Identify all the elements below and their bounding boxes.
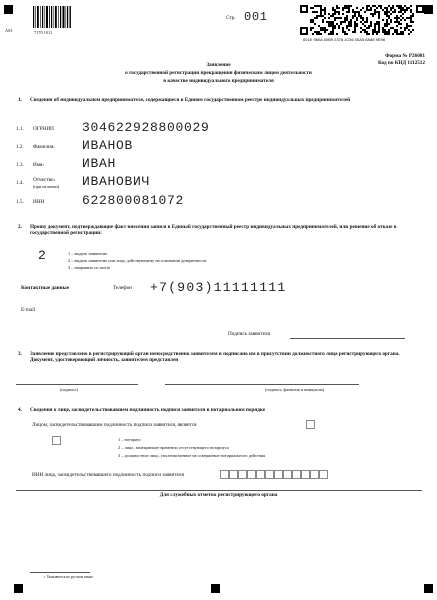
corner-marker-top-right [424, 5, 433, 14]
section2-number: 2. [18, 224, 22, 230]
delivery-option: 2 – выдать заявителю или лицу, действующему на основании доверенности [68, 258, 207, 263]
knd-code: Код по КНД 1112512 [378, 60, 425, 66]
signature-line [290, 338, 405, 339]
inn-digit-cell[interactable] [229, 470, 238, 479]
field-label-patronymic: Отчество$^1$ [33, 177, 56, 183]
caption-signature: (подпись) [60, 387, 78, 392]
field-num: 1.5. [16, 199, 24, 205]
delivery-option: 3 – направить по почте [68, 265, 110, 270]
page-number: 001 [244, 10, 268, 24]
official-signature-line [16, 384, 138, 385]
signature-label: Подпись заявителя [228, 331, 270, 337]
barcode-left [33, 6, 71, 28]
page-label: Стр. [226, 15, 236, 21]
section3-heading: Заявление представлено в регистрирующий орган непосредственно заявителем и подписано им в присутствии должностного лица регистрирующего органа. Документ, удостоверяющий личность, заявителем представлен [30, 351, 400, 363]
patronymic-value: ИВАНОВИЧ [82, 174, 151, 189]
inn-digit-cell[interactable] [238, 470, 247, 479]
barcode-left-number: 7170 1011 [34, 30, 53, 35]
corner-marker-bottom-left [14, 584, 23, 593]
inn-digit-cell[interactable] [301, 470, 310, 479]
phone-value: +7(903)11111111 [150, 280, 287, 295]
qr-barcode [300, 5, 424, 35]
corner-marker-top-left [4, 5, 13, 14]
footnote: $^1$ Указывается на русском языке. [44, 575, 94, 579]
form-left-code: А03 [5, 28, 13, 33]
section1-number: 1. [18, 97, 22, 103]
delivery-option: 1 – выдать заявителю [68, 251, 108, 256]
notary-question: Лицом, засвидетельствовавшим подлинность подписи заявителя, является [32, 422, 197, 428]
notary-option: 2 – лицо, замещающее временно отсутствующего нотариуса [118, 445, 229, 450]
inn-value: 622800081072 [82, 193, 185, 208]
section4-number: 4. [18, 407, 22, 413]
official-name-line [165, 384, 359, 385]
inn-digit-cell[interactable] [220, 470, 229, 479]
field-num: 1.1. [16, 126, 24, 132]
notary-type-cell[interactable] [306, 420, 315, 429]
inn-digit-cell[interactable] [247, 470, 256, 479]
field-label-name: Имя$^1$ [33, 162, 44, 168]
notary-option: 1 – нотариус [118, 437, 142, 442]
field-label-ogrnip: ОГРНИП [33, 126, 54, 132]
inn-digit-cell[interactable] [274, 470, 283, 479]
section1-heading: Сведения об индивидуальном предпринимателе, содержащиеся в Едином государственном реестре индивидуальных предпринимателей [30, 97, 351, 103]
surname-value: ИВАНОВ [82, 138, 134, 153]
field-note-patronymic: (при наличии) [33, 184, 60, 189]
field-num: 1.2. [16, 144, 24, 150]
notary-inn-label: ИНН лица, засвидетельствовавшего подлинность подписи заявителя [32, 472, 184, 478]
delivery-choice-value: 2 [38, 248, 47, 263]
form-number: Форма № Р26001 [385, 53, 425, 59]
field-num: 1.4. [16, 180, 24, 186]
inn-digit-cell[interactable] [265, 470, 274, 479]
section2-heading: Прошу документ, подтверждающие факт внесения записи в Единый государственный реестр индивидуальных предпринимателей, или решение об отказе в государственной регистрации: [30, 224, 397, 236]
section4-heading: Сведения о лице, засвидетельствовавшем подлинность подписи заявителя в нотариальном порядке [30, 407, 265, 413]
title-line1: Заявление [206, 62, 231, 68]
email-label: E-mail [21, 307, 36, 313]
name-value: ИВАН [82, 156, 117, 171]
caption-name: (подпись, фамилия и инициалы) [265, 387, 325, 392]
corner-marker-bottom-center [211, 584, 220, 593]
inn-digit-cell[interactable] [283, 470, 292, 479]
field-label-surname: Фамилия$^1$ [33, 144, 55, 150]
inn-digit-cell[interactable] [319, 470, 328, 479]
notary-inn-cells[interactable] [220, 470, 310, 479]
field-num: 1.3. [16, 162, 24, 168]
footnote-divider [30, 572, 90, 573]
ogrnip-value: 304622928800029 [82, 120, 210, 135]
qr-caption: 601E 980A 50B9 2378 1C56 05A5 8A88 9E96 [303, 37, 386, 42]
field-label-inn: ИНН [33, 199, 45, 205]
title-line2: о государственной регистрации прекращения физическим лицом деятельности [125, 70, 312, 76]
phone-label: Телефон [113, 285, 132, 291]
inn-digit-cell[interactable] [292, 470, 301, 479]
notary-option: 3 – должностное лицо, уполномоченное на совершение нотариального действия [118, 453, 266, 458]
notary-choice-cell[interactable] [52, 436, 61, 445]
contacts-label: Контактные данные [21, 285, 70, 291]
inn-digit-cell[interactable] [310, 470, 319, 479]
corner-marker-bottom-right [424, 584, 433, 593]
divider [16, 490, 422, 491]
section3-number: 3. [18, 351, 22, 357]
inn-digit-cell[interactable] [256, 470, 265, 479]
service-marks-label: Для служебных отметок регистрирующего органа [159, 492, 278, 498]
title-line3: в качестве индивидуального предпринимателя [163, 78, 274, 84]
